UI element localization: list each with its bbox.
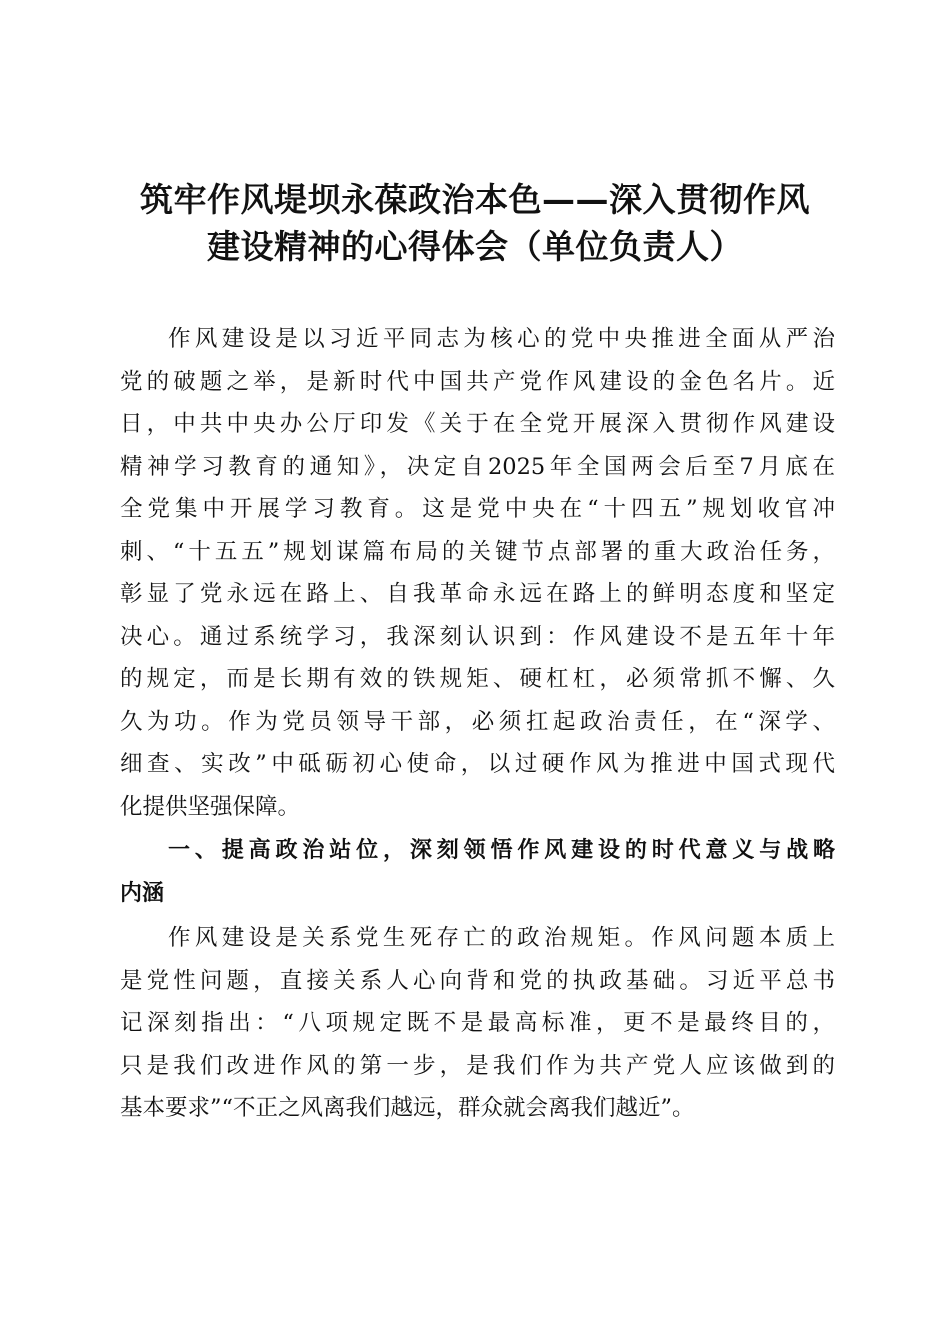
paragraph-line: 刺、“十五五”规划谋篇布局的关键节点部署的重大政治任务， xyxy=(120,538,835,565)
document-body xyxy=(120,318,835,1130)
paragraph-line: 是党性问题，直接关系人心向背和党的执政基础。习近平总书 xyxy=(120,967,835,994)
paragraph-line: 党的破题之举，是新时代中国共产党作风建设的金色名片。近 xyxy=(120,368,835,395)
paragraph-line: 细查、实改”中砥砺初心使命，以过硬作风为推进中国式现代 xyxy=(120,751,835,777)
paragraph-line: 基本要求”“不正之风离我们越远，群众就会离我们越近”。 xyxy=(120,1095,695,1121)
paragraph-line: 日，中共中央办公厅印发《关于在全党开展深入贯彻作风建设 xyxy=(120,411,835,437)
title-line: 建设精神的心得体会（单位负责人） xyxy=(207,227,743,266)
document-title xyxy=(100,176,850,270)
paragraph-line: 记深刻指出：“八项规定既不是最高标准，更不是最终目的， xyxy=(120,1010,835,1036)
paragraph-line: 全党集中开展学习教育。这是党中央在“十四五”规划收官冲 xyxy=(120,496,835,522)
heading-line: 内涵 xyxy=(120,880,165,906)
paragraph-line: 作风建设是关系党生死存亡的政治规矩。作风问题本质上 xyxy=(168,925,835,951)
title-line: 筑牢作风堤坝永葆政治本色——深入贯彻作风 xyxy=(140,180,810,219)
paragraph-line: 化提供坚强保障。 xyxy=(120,793,301,820)
paragraph-section-1 xyxy=(120,917,835,1130)
paragraph-line: 决心。通过系统学习，我深刻认识到：作风建设不是五年十年 xyxy=(120,623,835,650)
paragraph-line: 彰显了党永远在路上、自我革命永远在路上的鲜明态度和坚定 xyxy=(120,581,835,607)
paragraph-line: 的规定，而是长期有效的铁规矩、硬杠杠，必须常抓不懈、久 xyxy=(120,666,835,692)
paragraph-line: 精神学习教育的通知》，决定自2025年全国两会后至7月底在 xyxy=(120,453,835,480)
heading-line: 一、提高政治站位，深刻领悟作风建设的时代意义与战略 xyxy=(168,838,835,863)
paragraph-line: 只是我们改进作风的第一步，是我们作为共产党人应该做到的 xyxy=(120,1052,835,1079)
paragraph-line: 久为功。作为党员领导干部，必须扛起政治责任，在“深学、 xyxy=(120,708,835,735)
section-heading-1 xyxy=(120,830,835,915)
paragraph-line: 作风建设是以习近平同志为核心的党中央推进全面从严治 xyxy=(168,326,835,352)
paragraph-intro xyxy=(120,318,835,828)
